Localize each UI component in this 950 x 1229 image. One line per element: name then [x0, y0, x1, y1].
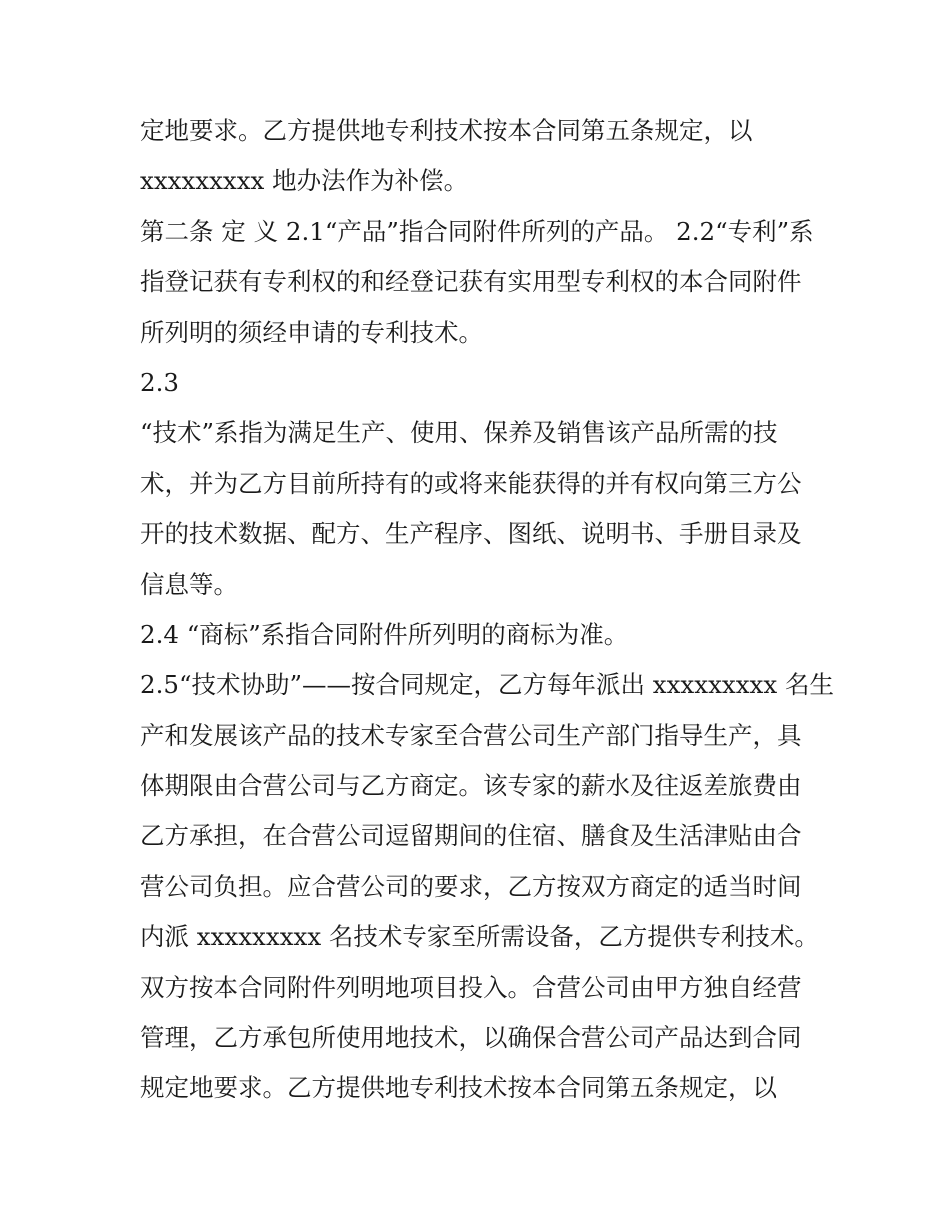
- text-line: 指登记获有专利权的和经登记获有实用型专利权的本合同附件: [140, 267, 802, 297]
- text-line: 定地要求。乙方提供地专利技术按本合同第五条规定，以: [140, 116, 753, 145]
- text-line: 内派 xxxxxxxxx 名技术专家至所需设备，乙方提供专利技术。: [140, 922, 819, 952]
- text-line: “技术”系指为满足生产、使用、保养及销售该产品所需的技: [140, 418, 778, 448]
- text-line: 乙方承担，在合营公司逗留期间的住宿、膳食及生活津贴由合: [140, 821, 802, 851]
- text-line: 2.3: [140, 367, 179, 397]
- text-line: 术，并为乙方目前所持有的或将来能获得的并有权向第三方公: [140, 468, 802, 498]
- text-line: 所列明的须经申请的专利技术。: [140, 317, 483, 347]
- text-line: 规定地要求。乙方提供地专利技术按本合同第五条规定，以: [140, 1073, 777, 1103]
- text-line: 第二条 定 义 2.1“产品”指合同附件所列的产品。 2.2“专利”系: [140, 216, 814, 246]
- text-line: 2.4 “商标”系指合同附件所列明的商标为准。: [140, 619, 629, 649]
- text-line: 管理，乙方承包所使用地技术，以确保合营公司产品达到合同: [140, 1023, 802, 1053]
- text-line: 信息等。: [140, 569, 238, 599]
- text-line: 产和发展该产品的技术专家至合营公司生产部门指导生产，具: [140, 720, 802, 750]
- text-line: 开的技术数据、配方、生产程序、图纸、说明书、手册目录及: [140, 519, 802, 549]
- text-line: xxxxxxxxx 地办法作为补偿。: [140, 166, 469, 196]
- text-line: 营公司负担。应合营公司的要求，乙方按双方商定的适当时间: [140, 871, 802, 901]
- text-line: 双方按本合同附件列明地项目投入。合营公司由甲方独自经营: [140, 972, 802, 1002]
- text-line: 体期限由合营公司与乙方商定。该专家的薪水及往返差旅费由: [140, 771, 802, 801]
- document-body: [140, 106, 834, 1114]
- text-line: 2.5“技术协助”——按合同规定，乙方每年派出 xxxxxxxxx 名生: [140, 670, 834, 700]
